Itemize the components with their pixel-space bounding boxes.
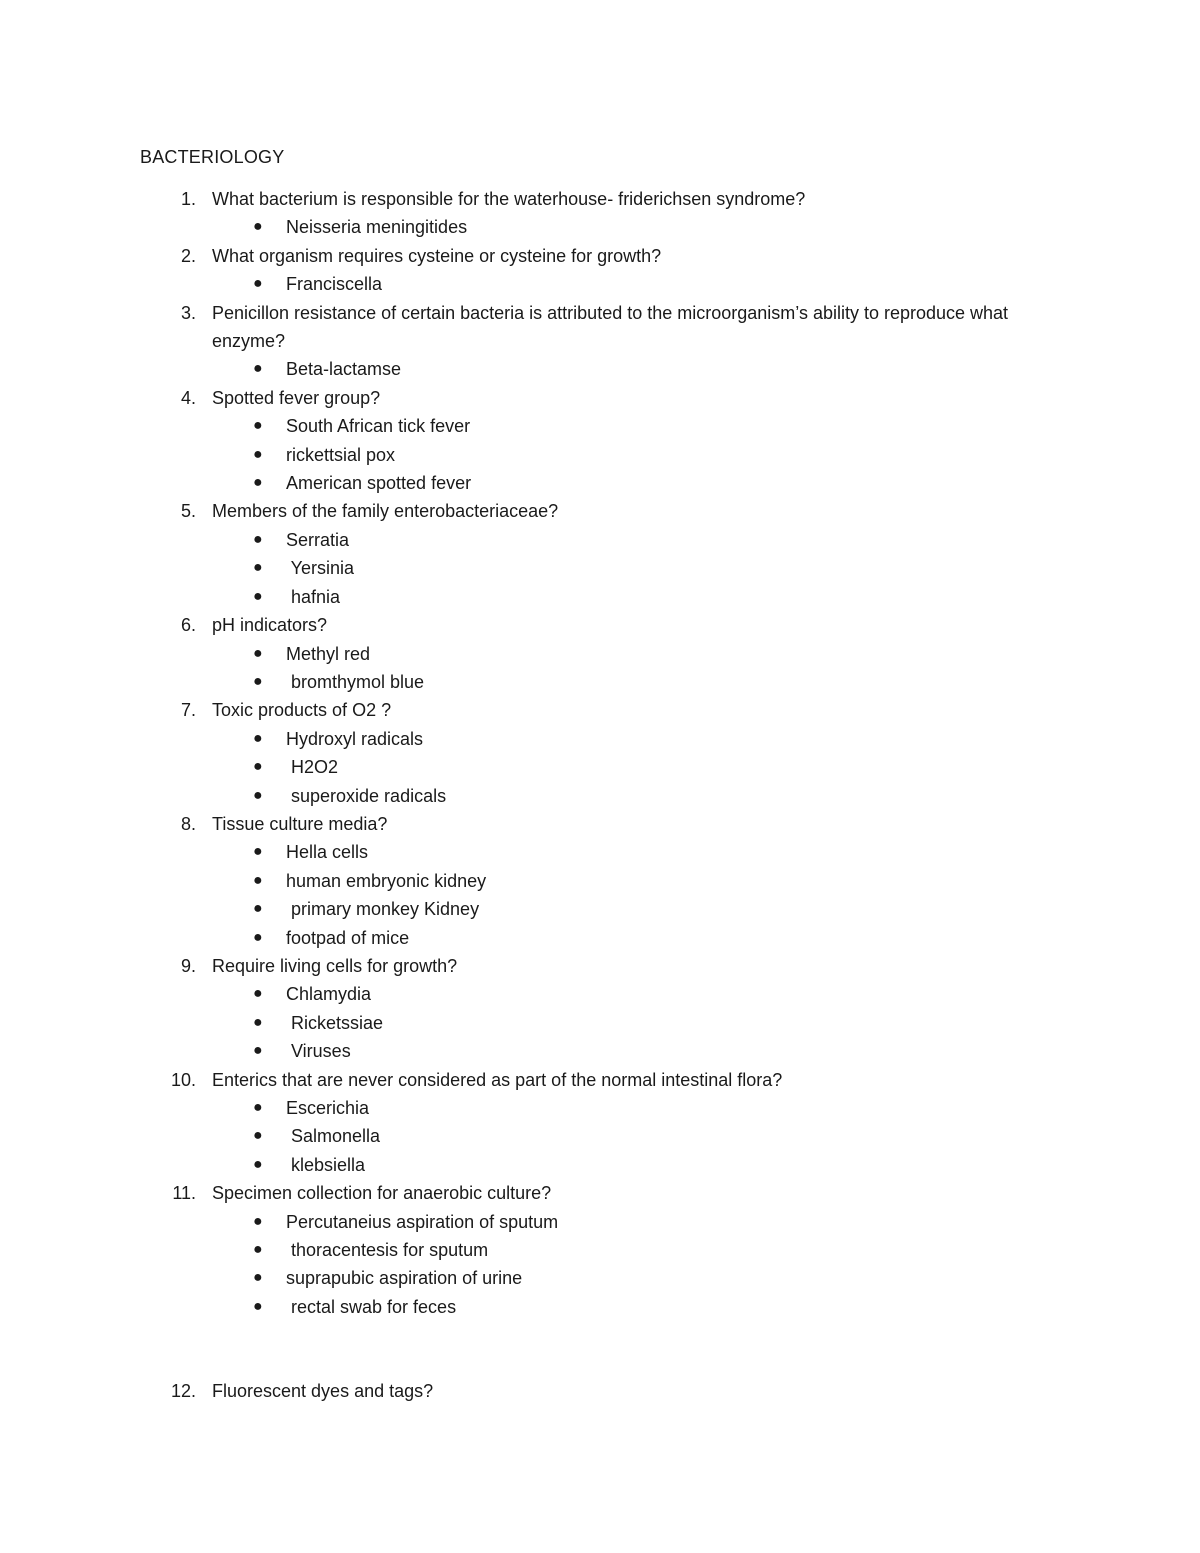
answer-text: Serratia <box>286 529 350 550</box>
answer-text: primary monkey Kidney <box>286 899 480 920</box>
answer-text: Franciscella <box>286 274 383 295</box>
answer-text: H2O2 <box>286 757 339 778</box>
answer-text: bromthymol blue <box>286 671 425 692</box>
answer-item <box>0 1293 1200 1321</box>
answer-item <box>0 583 1200 611</box>
answer-text: Neisseria meningitides <box>286 217 468 238</box>
bullet-icon: ● <box>253 786 263 804</box>
question-item <box>0 1179 1200 1321</box>
answer-item <box>0 895 1200 923</box>
question-number: 8. <box>180 813 196 834</box>
question-text: What organism requires cysteine or cysteine for growth? <box>212 245 662 266</box>
bullet-icon: ● <box>253 729 263 747</box>
question-number: 12. <box>170 1381 196 1402</box>
bullet-icon: ● <box>253 445 263 463</box>
answer-item <box>0 441 1200 469</box>
question-line <box>0 299 1072 356</box>
question-number: 7. <box>180 700 196 721</box>
question-line <box>0 611 1072 639</box>
answer-item <box>0 526 1200 554</box>
answer-text: Hydroxyl radicals <box>286 728 424 749</box>
question-text: Toxic products of O2 ? <box>212 700 392 721</box>
answer-text: Hella cells <box>286 842 369 863</box>
answer-list <box>0 270 1200 298</box>
bullet-icon: ● <box>253 1212 263 1230</box>
bullet-icon: ● <box>253 871 263 889</box>
answer-text: Beta-lactamse <box>286 359 402 380</box>
bullet-icon: ● <box>253 1013 263 1031</box>
answer-item <box>0 1122 1200 1150</box>
question-number: 6. <box>180 615 196 636</box>
answer-list <box>0 412 1200 497</box>
answer-text: Salmonella <box>286 1126 381 1147</box>
question-number: 11. <box>172 1183 196 1204</box>
bullet-icon: ● <box>253 928 263 946</box>
bullet-icon: ● <box>253 1269 263 1287</box>
question-text: Enterics that are never considered as part of the normal intestinal flora? <box>212 1069 783 1090</box>
answer-item <box>0 838 1200 866</box>
answer-item <box>0 867 1200 895</box>
answer-text: suprapubic aspiration of urine <box>286 1268 523 1289</box>
question-text: Require living cells for growth? <box>212 955 458 976</box>
question-item <box>0 611 1200 696</box>
question-number: 9. <box>180 955 196 976</box>
answer-item <box>0 355 1200 383</box>
answer-list <box>0 526 1200 611</box>
answer-list <box>0 640 1200 697</box>
answer-list <box>0 838 1200 952</box>
bullet-icon: ● <box>253 417 263 435</box>
answer-text: Ricketssiae <box>286 1012 384 1033</box>
question-line <box>0 696 1072 724</box>
question-text: Penicillon resistance of certain bacteria is attributed to the microorganism’s ability to reproduce what enzyme? <box>212 302 1009 352</box>
bullet-icon: ● <box>253 275 263 293</box>
answer-text: Viruses <box>286 1041 351 1062</box>
answer-item <box>0 1208 1200 1236</box>
question-number: 4. <box>180 387 196 408</box>
answer-text: rectal swab for feces <box>286 1296 457 1317</box>
bullet-icon: ● <box>253 1297 263 1315</box>
answer-item <box>0 1151 1200 1179</box>
question-item <box>0 952 1200 1066</box>
bullet-icon: ● <box>253 218 263 236</box>
question-item <box>0 1377 1200 1405</box>
answer-list <box>0 980 1200 1065</box>
question-text: pH indicators? <box>212 615 328 636</box>
question-line <box>0 242 1072 270</box>
bullet-icon: ● <box>253 360 263 378</box>
question-line <box>0 497 1072 525</box>
answer-item <box>0 1264 1200 1292</box>
answer-text: rickettsial pox <box>286 444 396 465</box>
answer-text: Methyl red <box>286 643 371 664</box>
bullet-icon: ● <box>253 1042 263 1060</box>
answer-item <box>0 554 1200 582</box>
question-line <box>0 384 1072 412</box>
question-line <box>0 810 1072 838</box>
answer-item <box>0 412 1200 440</box>
answer-item <box>0 753 1200 781</box>
document-title: BACTERIOLOGY <box>140 147 285 167</box>
answer-item <box>0 782 1200 810</box>
question-item <box>0 242 1200 299</box>
question-item <box>0 1066 1200 1180</box>
answer-text: hafnia <box>286 586 341 607</box>
answer-item <box>0 270 1200 298</box>
answer-list <box>0 1208 1200 1322</box>
answer-item <box>0 469 1200 497</box>
bullet-icon: ● <box>253 530 263 548</box>
answer-list <box>0 355 1200 383</box>
question-line <box>0 952 1072 980</box>
question-item <box>0 696 1200 810</box>
question-item <box>0 384 1200 498</box>
question-text: Tissue culture media? <box>212 813 388 834</box>
question-line <box>0 1377 1072 1405</box>
bullet-icon: ● <box>253 474 263 492</box>
question-list <box>0 185 1200 1406</box>
answer-text: Chlamydia <box>286 984 372 1005</box>
bullet-icon: ● <box>253 1155 263 1173</box>
answer-item <box>0 980 1200 1008</box>
answer-text: Percutaneius aspiration of sputum <box>286 1211 559 1232</box>
answer-text: superoxide radicals <box>286 785 447 806</box>
question-line <box>0 1179 1072 1207</box>
question-number: 3. <box>180 302 196 323</box>
answer-item <box>0 924 1200 952</box>
question-item <box>0 185 1200 242</box>
bullet-icon: ● <box>253 1099 263 1116</box>
bullet-icon: ● <box>253 985 263 1003</box>
question-item <box>0 299 1200 384</box>
bullet-icon: ● <box>253 587 263 605</box>
answer-text: thoracentesis for sputum <box>286 1240 489 1261</box>
answer-list <box>0 213 1200 241</box>
answer-text: Escerichia <box>286 1098 370 1118</box>
bullet-icon: ● <box>253 1127 263 1145</box>
answer-text: klebsiella <box>286 1154 366 1175</box>
bullet-icon: ● <box>253 758 263 776</box>
question-text: Fluorescent dyes and tags? <box>212 1381 434 1402</box>
answer-text: human embryonic kidney <box>286 870 487 891</box>
question-line <box>0 185 1072 213</box>
question-text: Spotted fever group? <box>212 387 381 408</box>
bullet-icon: ● <box>253 900 263 918</box>
question-text: What bacterium is responsible for the waterhouse- friderichsen syndrome? <box>212 189 806 209</box>
question-number: 1. <box>180 189 196 209</box>
question-line <box>0 1066 1072 1094</box>
answer-item <box>0 213 1200 241</box>
answer-list <box>0 725 1200 810</box>
question-number: 2. <box>180 245 196 266</box>
bullet-icon: ● <box>253 1241 263 1259</box>
question-text: Members of the family enterobacteriaceae? <box>212 501 559 522</box>
answer-item <box>0 1037 1200 1065</box>
question-item <box>0 497 1200 611</box>
question-number: 5. <box>180 501 196 522</box>
bullet-icon: ● <box>253 672 263 690</box>
answer-text: South African tick fever <box>286 416 471 437</box>
bullet-icon: ● <box>253 559 263 577</box>
question-text: Specimen collection for anaerobic culture? <box>212 1183 552 1204</box>
bullet-icon: ● <box>253 843 263 861</box>
bullet-icon: ● <box>253 644 263 662</box>
answer-item <box>0 668 1200 696</box>
answer-text: American spotted fever <box>286 473 472 494</box>
answer-item <box>0 1094 1200 1122</box>
answer-text: footpad of mice <box>286 927 410 948</box>
answer-text: Yersinia <box>286 558 355 579</box>
question-number: 10. <box>170 1069 196 1090</box>
answer-item <box>0 1009 1200 1037</box>
answer-item <box>0 1236 1200 1264</box>
answer-item <box>0 640 1200 668</box>
answer-list <box>0 1094 1200 1179</box>
question-item <box>0 810 1200 952</box>
answer-item <box>0 725 1200 753</box>
